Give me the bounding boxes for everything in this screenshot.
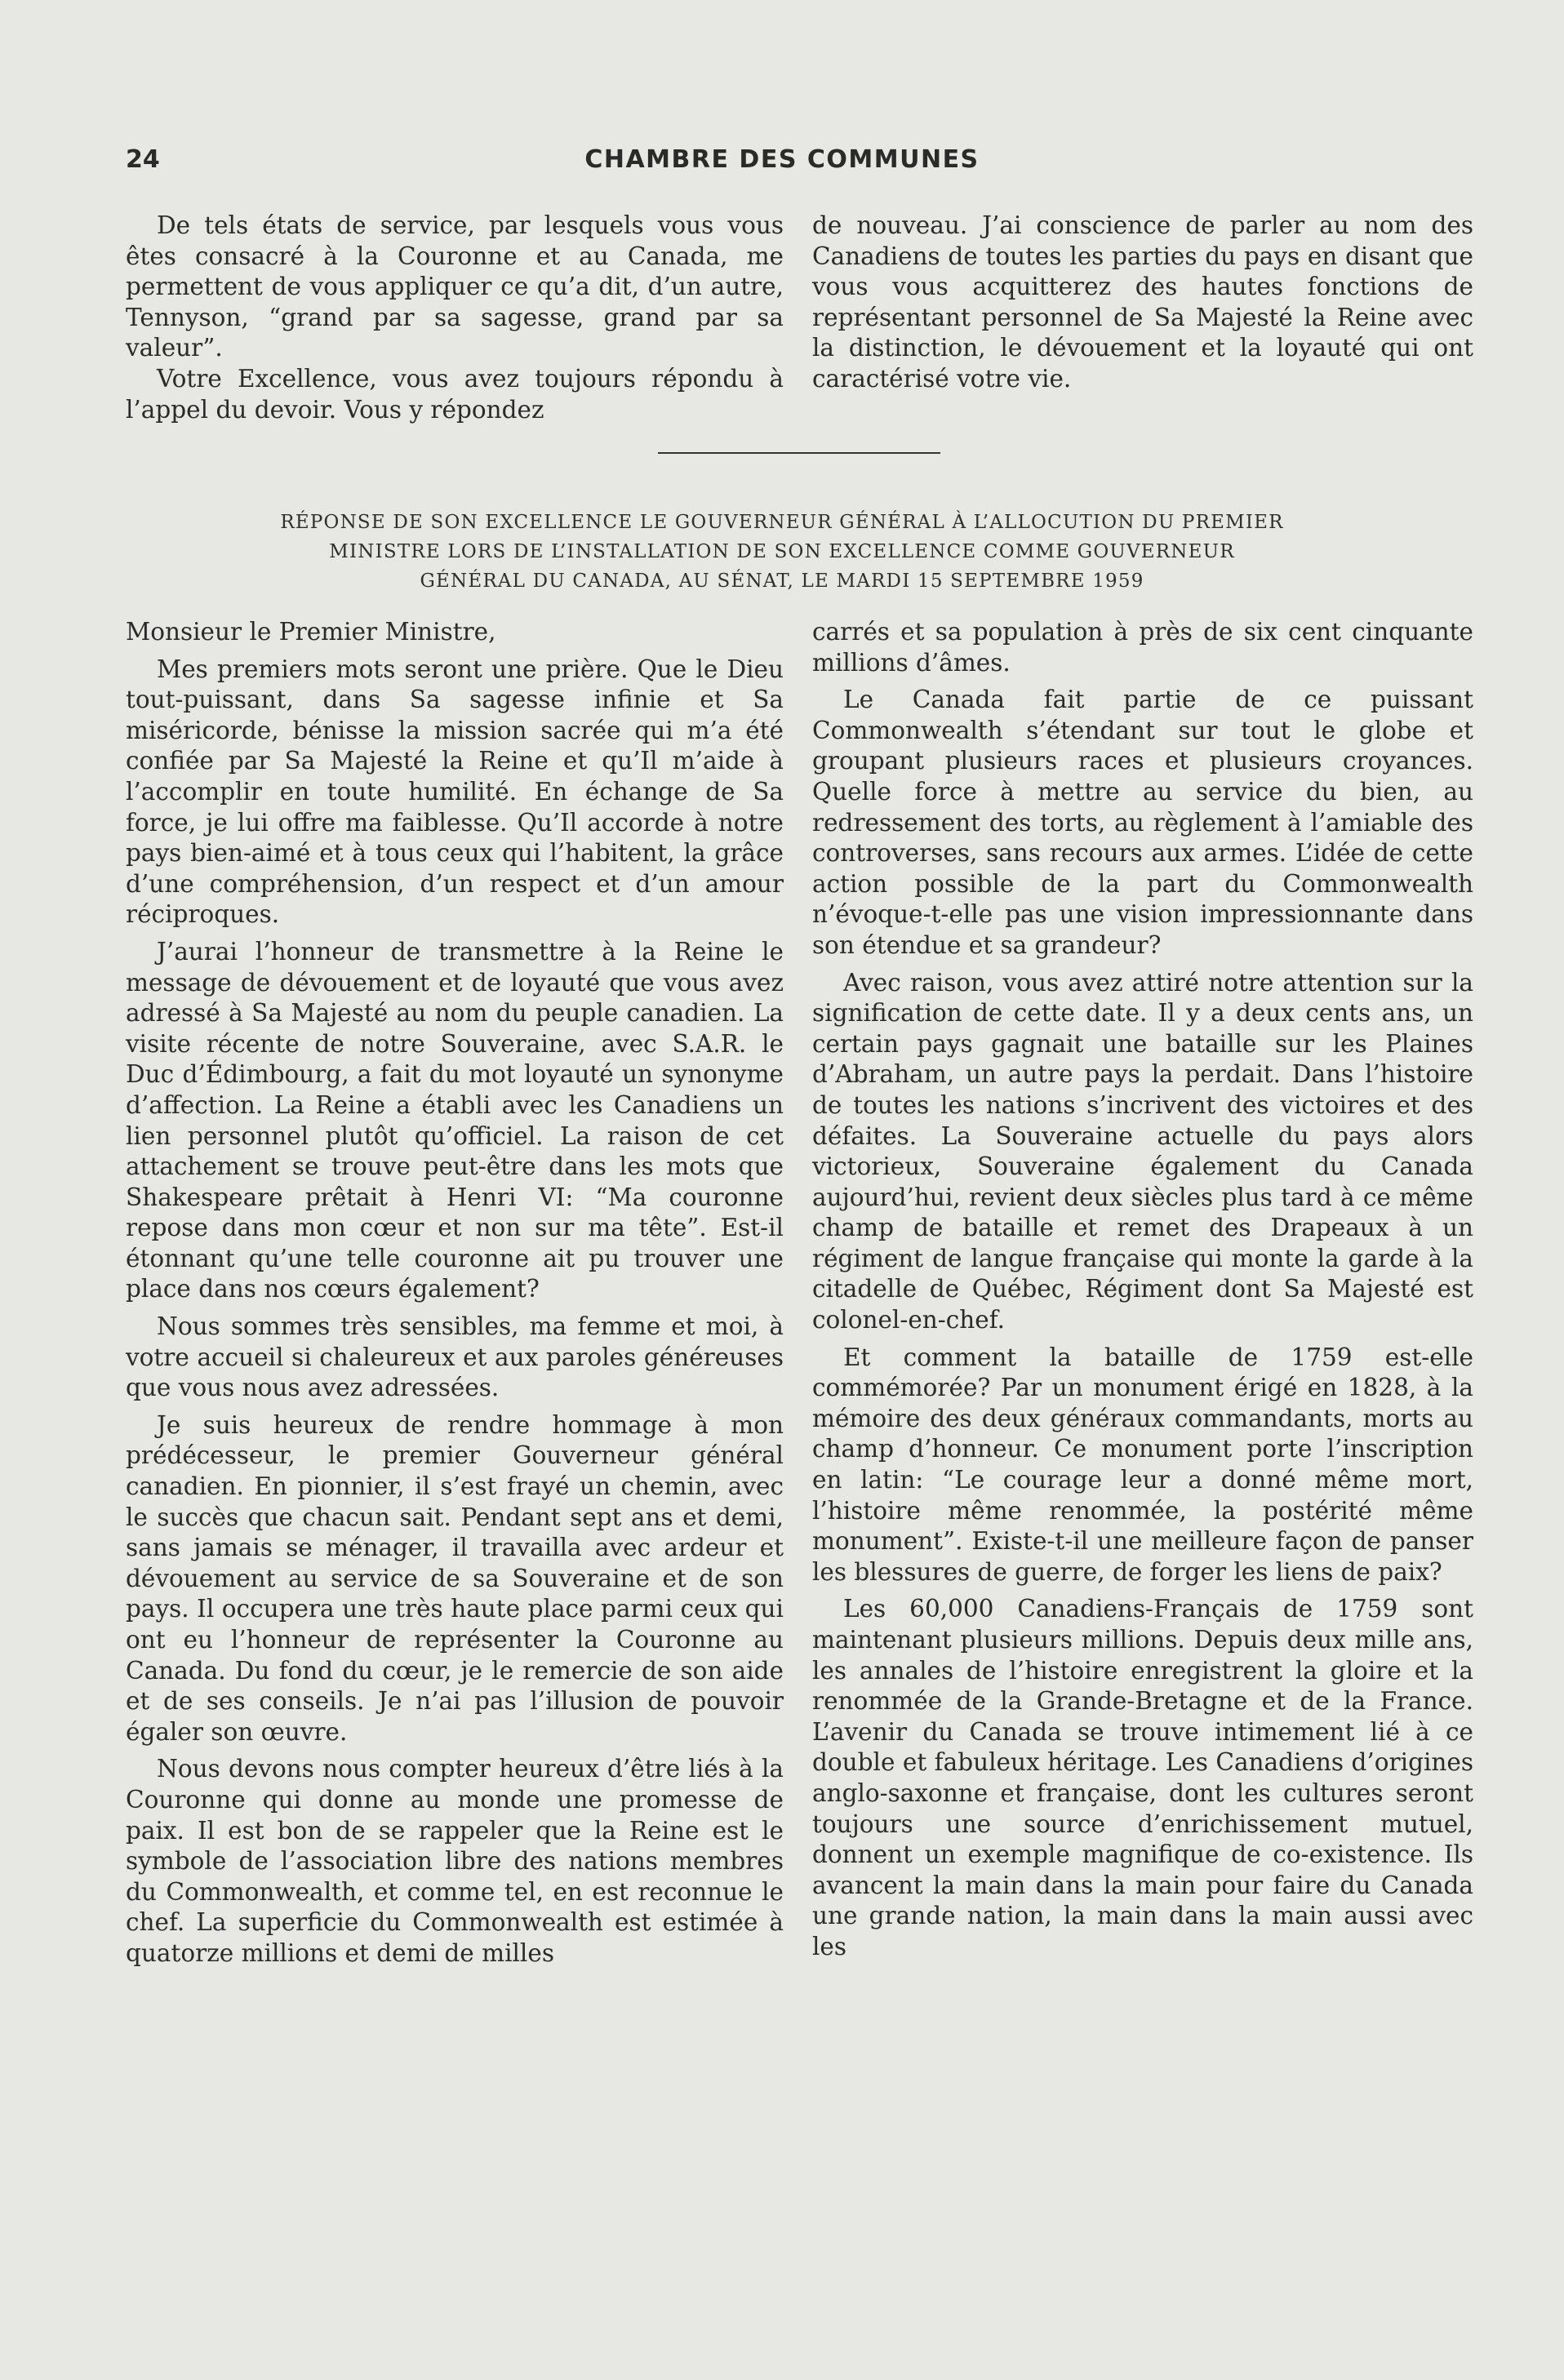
section-divider <box>658 452 940 454</box>
paragraph: Avec raison, vous avez attiré notre attention sur la signification de cette date. Il y a deux cents ans, un certain pays gagnait une bataille sur les Plaines d’Abraham, un autre pays la perdait. Dans l’histoire de toutes les nations s’incrivent des victoires et des défaites. La Souveraine actuelle du pays alors victorieux, Souveraine également du Canada aujourd’hui, revient deux siècles plus tard à ce même champ de bataille et remet des Drapeaux à un régiment de langue française qui monte la garde à la citadelle de Québec, Régiment dont Sa Majesté est colonel-en-chef. <box>812 968 1473 1334</box>
body-left-column <box>126 617 784 1969</box>
paragraph: carrés et sa population à près de six cent cinquante millions d’âmes. <box>812 618 1473 677</box>
paragraph: Nous devons nous compter heureux d’être liés à la Couronne qui donne au monde une promesse de paix. Il est bon de se rappeler que la Reine est le symbole de l’association libre des nations membres du Commonwealth, et comme tel, en est reconnue le chef. La superficie du Commonwealth est estimée à quatorze millions et demi de milles <box>126 1755 784 1967</box>
paragraph: Nous sommes très sensibles, ma femme et moi, à votre accueil si chaleureux et aux paroles généreuses que vous nous avez adressées. <box>126 1312 784 1402</box>
paragraph: Les 60,000 Canadiens-Français de 1759 sont maintenant plusieurs millions. Depuis deux mille ans, les annales de l’histoire enregistrent la gloire et la renommée de la Grande-Bretagne et de la France. L’avenir du Canada se trouve intimement lié à ce double et fabuleux héritage. Les Canadiens d’origines anglo-saxonne et française, dont les cultures seront toujours une source d’enrichissement mutuel, donnent un exemple magnifique de co-existence. Ils avancent la main dans la main pour faire du Canada une grande nation, la main dans la main aussi avec les <box>812 1595 1473 1960</box>
intro-left-column <box>126 211 784 425</box>
page-number: 24 <box>126 145 160 174</box>
paragraph: J’aurai l’honneur de transmettre à la Reine le message de dévouement et de loyauté que vous avez adressé à Sa Majesté au nom du peuple canadien. La visite récente de notre Souveraine, avec S.A.R. le Duc d’Édimbourg, a fait du mot loyauté un synonyme d’affection. La Reine a établi avec les Canadiens un lien personnel plutôt qu’officiel. La raison de cet attachement se trouve peut-être dans les mots que Shakespeare prêtait à Henri VI: “Ma couronne repose dans mon cœur et non sur ma tête”. Est-il étonnant qu’une telle couronne ait pu trouver une place dans nos cœurs également? <box>126 937 784 1303</box>
paragraph: de nouveau. J’ai conscience de parler au nom des Canadiens de toutes les parties du pays en disant que vous vous acquitterez des hautes fonctions de représentant personnel de Sa Majesté la Reine avec la distinction, le dévouement et la loyauté qui ont caractérisé votre vie. <box>812 211 1473 393</box>
heading-line: RÉPONSE DE SON EXCELLENCE LE GOUVERNEUR GÉNÉRAL À L’ALLOCUTION DU PREMIER <box>280 512 1284 533</box>
body-right-column <box>812 617 1473 1963</box>
paragraph: Et comment la bataille de 1759 est-elle commémorée? Par un monument érigé en 1828, à la mémoire des deux généraux commandants, morts au champ d’honneur. Ce monument porte l’inscription en latin: “Le courage leur a donné même mort, l’histoire même renommée, la postérité même monument”. Existe-t-il une meilleure façon de panser les blessures de guerre, de forger les liens de paix? <box>812 1343 1473 1586</box>
paragraph: Mes premiers mots seront une prière. Que le Dieu tout-puissant, dans Sa sagesse infinie et Sa miséricorde, bénisse la mission sacrée qui m’a été confiée par Sa Majesté la Reine et qu’Il m’aide à l’accomplir en toute humilité. En échange de Sa force, je lui offre ma faiblesse. Qu’Il accorde à notre pays bien-aimé et à tous ceux qui l’habitent, la grâce d’une compréhension, d’un respect et d’un amour réciproques. <box>126 655 784 929</box>
section-heading <box>126 508 1438 596</box>
paragraph: Le Canada fait partie de ce puissant Commonwealth s’étendant sur tout le globe et groupant plusieurs races et plusieurs croyances. Quelle force à mettre au service du bien, au redressement des torts, au règlement à l’amiable des controverses, sans recours aux armes. L’idée de cette action possible de la part du Commonwealth n’évoque-t-elle pas une vision impressionnante dans son étendue et sa grandeur? <box>812 686 1473 959</box>
heading-line: MINISTRE LORS DE L’INSTALLATION DE SON EXCELLENCE COMME GOUVERNEUR <box>329 541 1235 562</box>
salutation: Monsieur le Premier Ministre, <box>126 618 496 646</box>
running-head: CHAMBRE DES COMMUNES <box>584 145 980 174</box>
paragraph: Je suis heureux de rendre hommage à mon prédécesseur, le premier Gouverneur général canadien. En pionnier, il s’est frayé un chemin, avec le succès que chacun sait. Pendant sept ans et demi, sans jamais se ménager, il travailla avec ardeur et dévouement au service de sa Souveraine et de son pays. Il occupera une très haute place parmi ceux qui ont eu l’honneur de représenter la Couronne au Canada. Du fond du cœur, je le remercie de son aide et de ses conseils. Je n’ai pas l’illusion de pouvoir égaler son œuvre. <box>126 1410 784 1746</box>
heading-line: GÉNÉRAL DU CANADA, AU SÉNAT, LE MARDI 15 SEPTEMBRE 1959 <box>420 571 1144 592</box>
intro-right-column <box>812 211 1473 395</box>
paragraph: De tels états de service, par lesquels vous vous êtes consacré à la Couronne et au Canada, me permettent de vous appliquer ce qu’a dit, d’un autre, Tennyson, “grand par sa sagesse, grand par sa valeur”. <box>126 211 784 362</box>
paragraph: Votre Excellence, vous avez toujours répondu à l’appel du devoir. Vous y répondez <box>126 364 784 424</box>
